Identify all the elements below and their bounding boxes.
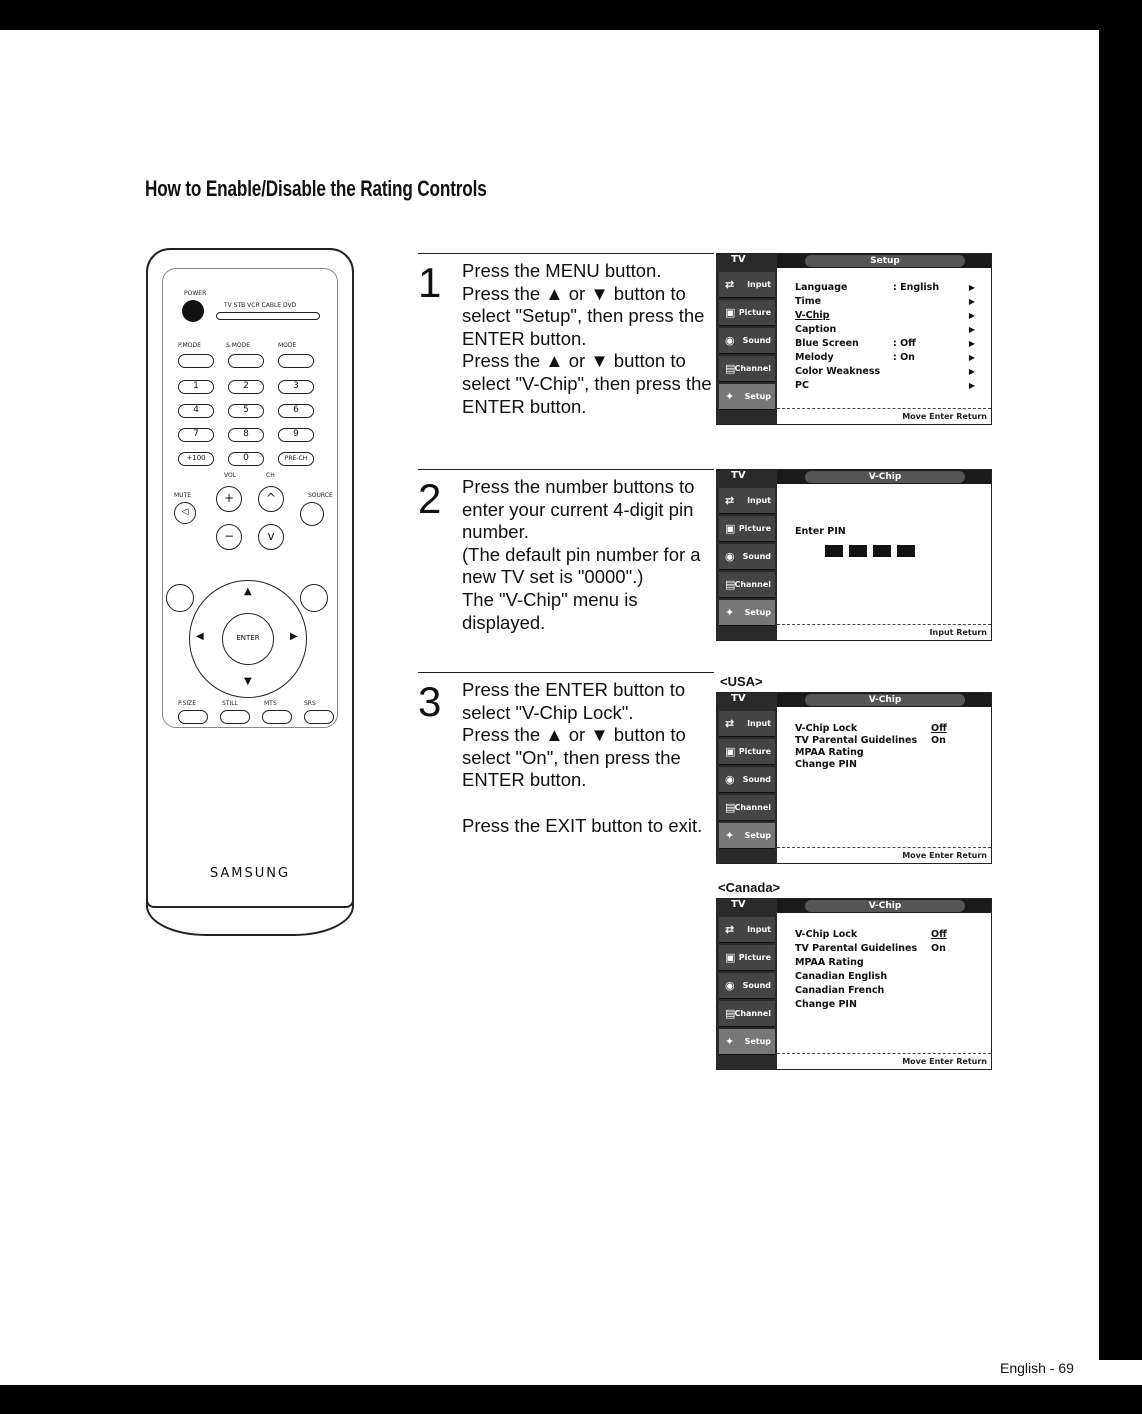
screen-footer: Move Enter Return xyxy=(777,847,991,863)
chevron-right-icon: ▶ xyxy=(968,339,975,348)
screen-title: V-Chip xyxy=(805,900,965,912)
chevron-right-icon: ▶ xyxy=(968,367,975,376)
step-number: 1 xyxy=(418,259,442,306)
digit-button: 5 xyxy=(228,404,264,418)
tab-sound: ◉ Sound xyxy=(719,767,775,793)
mode-labels: TV STB VCR CABLE DVD xyxy=(224,302,297,309)
picture-icon: ▣ xyxy=(725,951,736,964)
menu-item-pc: PC xyxy=(795,380,809,391)
tab-setup: ✦ Setup xyxy=(719,600,775,626)
digit-button: +100 xyxy=(178,452,214,466)
srs-label: SRS xyxy=(304,700,316,707)
chevron-right-icon: ▶ xyxy=(968,283,975,292)
still-button xyxy=(220,710,250,724)
option-on: On xyxy=(931,735,946,746)
digit-button: 0 xyxy=(228,452,264,466)
prech-button: PRE-CH xyxy=(278,452,314,466)
brand-logo: SAMSUNG xyxy=(209,866,291,881)
vol-label: VOL xyxy=(224,472,237,479)
step-instructions: Press the number buttons to enter your current 4-digit pin number. (The default pin number for a new TV set is "0000".) The "V-Chip" menu is displayed. xyxy=(462,476,701,633)
psize-label: P.SIZE xyxy=(178,700,197,707)
pin-prompt: Enter PIN xyxy=(795,526,846,537)
screen-title: V-Chip xyxy=(805,694,965,706)
page-footer: English - 69 xyxy=(1000,1360,1074,1376)
pmode-button xyxy=(178,354,214,368)
menu-item-color-weakness: Color Weakness xyxy=(795,366,881,377)
tv-label: TV xyxy=(731,254,746,265)
menu-item-canadian-french: Canadian French xyxy=(795,985,885,996)
menu-item-tv-parental: TV Parental Guidelines xyxy=(795,943,918,954)
menu-item-caption: Caption xyxy=(795,324,837,335)
screen-footer: Input Return xyxy=(777,624,991,640)
screen-footer: Move Enter Return xyxy=(777,408,991,424)
setup-icon: ✦ xyxy=(725,606,735,619)
tab-setup: ✦ Setup xyxy=(719,1029,775,1055)
vchip-canada-screen xyxy=(716,898,992,1070)
menu-item-blue-screen: Blue Screen xyxy=(795,338,859,349)
setup-icon: ✦ xyxy=(725,1035,735,1048)
chevron-right-icon: ▶ xyxy=(968,325,975,334)
setup-menu-screen xyxy=(716,253,992,425)
pin-digit-box xyxy=(873,545,891,557)
menu-item-mpaa: MPAA Rating xyxy=(795,957,864,968)
pin-entry-screen xyxy=(716,469,992,641)
screen-title: Setup xyxy=(805,255,965,267)
menu-item-change-pin: Change PIN xyxy=(795,759,857,770)
tab-picture: ▣ Picture xyxy=(719,516,775,542)
up-arrow-icon: ▲ xyxy=(244,586,252,597)
tab-channel: ▤ Channel xyxy=(719,795,775,821)
screen-footer: Move Enter Return xyxy=(777,1053,991,1069)
mode-button xyxy=(278,354,314,368)
pmode-label: P.MODE xyxy=(178,342,201,349)
tab-setup: ✦ Setup xyxy=(719,823,775,849)
digit-button: 9 xyxy=(278,428,314,442)
tv-label: TV xyxy=(731,470,746,481)
input-icon: ⇄ xyxy=(725,923,735,936)
tab-channel: ▤ Channel xyxy=(719,572,775,598)
remote-control-illustration xyxy=(144,248,356,938)
ch-label: CH xyxy=(266,472,275,479)
sound-icon: ◉ xyxy=(725,334,735,347)
tv-label: TV xyxy=(731,899,746,910)
menu-item-vchip-lock: V-Chip Lock xyxy=(795,723,858,734)
channel-icon: ▤ xyxy=(725,578,736,591)
mts-button xyxy=(262,710,292,724)
option-on: On xyxy=(931,943,946,954)
page-title: How to Enable/Disable the Rating Controls xyxy=(145,176,487,201)
step-3 xyxy=(418,672,714,852)
input-icon: ⇄ xyxy=(725,717,735,730)
chevron-right-icon: ▶ xyxy=(968,381,975,390)
option-off: Off xyxy=(931,929,947,940)
tab-input: ⇄ Input xyxy=(719,272,775,298)
step-instructions: Press the MENU button. Press the ▲ or ▼ button to select "Setup", then press the ENTER button. Press the ▲ or ▼ button to select "V-Chip", then press the ENTER button. xyxy=(462,260,712,417)
digit-button: 4 xyxy=(178,404,214,418)
tab-setup: ✦ Setup xyxy=(719,384,775,410)
step-1 xyxy=(418,253,714,433)
ch-up-button: ^ xyxy=(258,486,284,512)
digit-button: 7 xyxy=(178,428,214,442)
input-icon: ⇄ xyxy=(725,494,735,507)
menu-item-mpaa: MPAA Rating xyxy=(795,747,864,758)
tab-channel: ▤ Channel xyxy=(719,1001,775,1027)
region-label-usa: <USA> xyxy=(720,674,763,689)
picture-icon: ▣ xyxy=(725,745,736,758)
bottom-border-bar xyxy=(0,1385,1142,1414)
menu-item-language: Language xyxy=(795,282,848,293)
screen-title: V-Chip xyxy=(805,471,965,483)
mute-label: MUTE xyxy=(174,492,192,499)
tab-input: ⇄ Input xyxy=(719,711,775,737)
menu-item-vchip-lock: V-Chip Lock xyxy=(795,929,858,940)
power-label: POWER xyxy=(184,290,207,297)
still-label: STILL xyxy=(222,700,238,707)
tab-picture: ▣ Picture xyxy=(719,945,775,971)
digit-button: 1 xyxy=(178,380,214,394)
left-arrow-icon: ◀ xyxy=(196,631,204,642)
digit-button: 6 xyxy=(278,404,314,418)
step-number: 2 xyxy=(418,475,442,522)
menu-value: : On xyxy=(893,352,915,363)
step-2 xyxy=(418,469,714,649)
right-arrow-icon: ▶ xyxy=(290,631,298,642)
digit-button: 3 xyxy=(278,380,314,394)
vol-up-button: + xyxy=(216,486,242,512)
pin-digit-box xyxy=(849,545,867,557)
tv-label: TV xyxy=(731,693,746,704)
exit-button xyxy=(300,584,328,612)
input-icon: ⇄ xyxy=(725,278,735,291)
picture-icon: ▣ xyxy=(725,522,736,535)
source-label: SOURCE xyxy=(308,492,333,499)
source-button xyxy=(300,502,324,526)
region-label-canada: <Canada> xyxy=(718,880,781,895)
tab-picture: ▣ Picture xyxy=(719,300,775,326)
chevron-right-icon: ▶ xyxy=(968,311,975,320)
smode-label: S.MODE xyxy=(226,342,251,349)
right-border-bar xyxy=(1099,0,1142,1360)
tab-input: ⇄ Input xyxy=(719,917,775,943)
pin-digit-box xyxy=(825,545,843,557)
srs-button xyxy=(304,710,334,724)
channel-icon: ▤ xyxy=(725,801,736,814)
menu-value: : Off xyxy=(893,338,916,349)
option-off: Off xyxy=(931,723,947,734)
down-arrow-icon: ▼ xyxy=(244,676,252,687)
channel-icon: ▤ xyxy=(725,1007,736,1020)
tab-input: ⇄ Input xyxy=(719,488,775,514)
setup-icon: ✦ xyxy=(725,829,735,842)
mode-selector xyxy=(216,312,320,320)
menu-button xyxy=(166,584,194,612)
power-button xyxy=(182,300,204,322)
mode-label: MODE xyxy=(278,342,297,349)
chevron-right-icon: ▶ xyxy=(968,353,975,362)
menu-item-vchip: V-Chip xyxy=(795,310,830,321)
vchip-usa-screen xyxy=(716,692,992,864)
menu-item-tv-parental: TV Parental Guidelines xyxy=(795,735,918,746)
chevron-right-icon: ▶ xyxy=(968,297,975,306)
psize-button xyxy=(178,710,208,724)
menu-item-melody: Melody xyxy=(795,352,834,363)
tab-picture: ▣ Picture xyxy=(719,739,775,765)
pin-digit-box xyxy=(897,545,915,557)
smode-button xyxy=(228,354,264,368)
digit-button: 8 xyxy=(228,428,264,442)
setup-icon: ✦ xyxy=(725,390,735,403)
picture-icon: ▣ xyxy=(725,306,736,319)
sound-icon: ◉ xyxy=(725,550,735,563)
menu-value: : English xyxy=(893,282,940,293)
menu-item-canadian-english: Canadian English xyxy=(795,971,888,982)
tab-sound: ◉ Sound xyxy=(719,328,775,354)
top-border-bar xyxy=(0,0,1142,30)
channel-icon: ▤ xyxy=(725,362,736,375)
tab-sound: ◉ Sound xyxy=(719,973,775,999)
enter-button: ENTER xyxy=(222,613,274,665)
mute-icon: ◁ xyxy=(174,502,196,524)
step-number: 3 xyxy=(418,678,442,725)
tab-channel: ▤ Channel xyxy=(719,356,775,382)
menu-item-time: Time xyxy=(795,296,822,307)
mts-label: MTS xyxy=(264,700,277,707)
sound-icon: ◉ xyxy=(725,979,735,992)
menu-item-change-pin: Change PIN xyxy=(795,999,857,1010)
sound-icon: ◉ xyxy=(725,773,735,786)
vol-down-button: − xyxy=(216,524,242,550)
ch-down-button: v xyxy=(258,524,284,550)
step-instructions: Press the ENTER button to select "V-Chip Lock". Press the ▲ or ▼ button to select "On", then press the ENTER button. Press the EXIT button to exit. xyxy=(462,679,703,836)
digit-button: 2 xyxy=(228,380,264,394)
tab-sound: ◉ Sound xyxy=(719,544,775,570)
